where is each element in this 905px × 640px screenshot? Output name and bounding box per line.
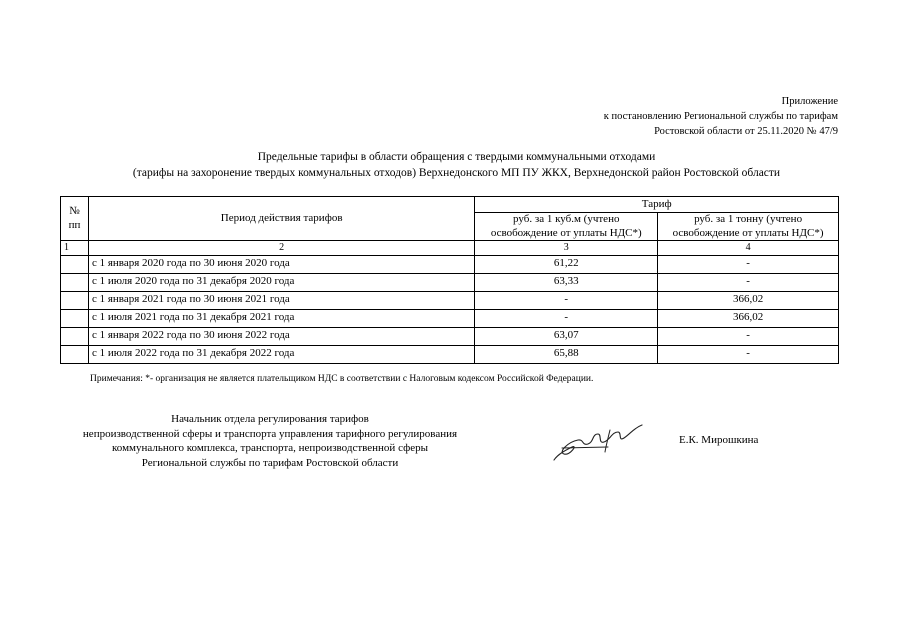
header-period: Период действия тарифов <box>88 197 474 241</box>
document-title <box>60 150 853 181</box>
tariff-m3-cell: - <box>475 291 658 309</box>
tariff-m3-cell: 61,22 <box>475 255 658 273</box>
table-row <box>61 309 839 327</box>
appendix-line-1: Приложение <box>781 96 838 107</box>
tariff-m3-cell: 65,88 <box>475 345 658 363</box>
period-cell: с 1 января 2022 года по 30 июня 2022 года <box>88 327 474 345</box>
column-number: 4 <box>658 241 839 256</box>
tariff-ton-cell: - <box>658 255 839 273</box>
position-line-1: Начальник отдела регулирования тарифов <box>171 413 369 425</box>
period-cell: с 1 января 2020 года по 30 июня 2020 года <box>88 255 474 273</box>
header-col-ton: руб. за 1 тонну (учтено освобождение от уплаты НДС*) <box>658 213 839 241</box>
column-number: 3 <box>475 241 658 256</box>
period-cell: с 1 июля 2021 года по 31 декабря 2021 года <box>88 309 474 327</box>
period-cell: с 1 июля 2020 года по 31 декабря 2020 года <box>88 273 474 291</box>
row-number-cell <box>61 273 89 291</box>
table-row <box>61 273 839 291</box>
row-number-cell <box>61 345 89 363</box>
table-header-row <box>61 197 839 213</box>
handwritten-signature <box>548 420 648 464</box>
header-tariff: Тариф <box>475 197 839 213</box>
footnote: Примечания: *- организация не является плательщиком НДС в соответствии с Налоговым кодексом Российской Федерации. <box>90 374 594 384</box>
period-cell: с 1 июля 2022 года по 31 декабря 2022 года <box>88 345 474 363</box>
tariff-m3-cell: - <box>475 309 658 327</box>
appendix-line-2: к постановлению Региональной службы по тарифам <box>603 111 838 122</box>
signer-name: Е.К. Мирошкина <box>679 434 759 446</box>
tariff-ton-cell: 366,02 <box>658 291 839 309</box>
position-line-2: непроизводственной сферы и транспорта управления тарифного регулирования <box>82 427 458 440</box>
title-line-1: Предельные тарифы в области обращения с твердыми коммунальными отходами <box>257 151 656 163</box>
tariff-ton-cell: - <box>658 327 839 345</box>
tariff-m3-cell: 63,07 <box>475 327 658 345</box>
tariff-ton-cell: - <box>658 345 839 363</box>
column-number: 2 <box>88 241 474 256</box>
tariff-ton-cell: - <box>658 273 839 291</box>
period-cell: с 1 января 2021 года по 30 июня 2021 года <box>88 291 474 309</box>
table-row <box>61 327 839 345</box>
row-number-cell <box>61 327 89 345</box>
tariff-ton-cell: 366,02 <box>658 309 839 327</box>
tariff-table <box>60 196 839 364</box>
header-col-m3: руб. за 1 куб.м (учтено освобождение от уплаты НДС*) <box>475 213 658 241</box>
position-line-4: Региональной службы по тарифам Ростовской области <box>141 456 399 469</box>
appendix-line-3: Ростовской области от 25.11.2020 № 47/9 <box>654 126 838 137</box>
title-line-2: (тарифы на захоронение твердых коммунальных отходов) Верхнедонского МП ПУ ЖКХ, Верхнедонской район Ростовской области <box>132 166 781 179</box>
position-line-3: коммунального комплекса, транспорта, непроизводственной сферы <box>112 442 428 454</box>
appendix-header <box>604 94 838 139</box>
column-numbering-row <box>61 241 839 256</box>
tariff-m3-cell: 63,33 <box>475 273 658 291</box>
row-number-cell <box>61 309 89 327</box>
table-row <box>61 255 839 273</box>
table-row <box>61 345 839 363</box>
row-number-cell <box>61 255 89 273</box>
header-num: № пп <box>61 197 89 241</box>
column-number: 1 <box>61 241 89 256</box>
table-row <box>61 291 839 309</box>
row-number-cell <box>61 291 89 309</box>
signatory-position <box>62 412 478 470</box>
